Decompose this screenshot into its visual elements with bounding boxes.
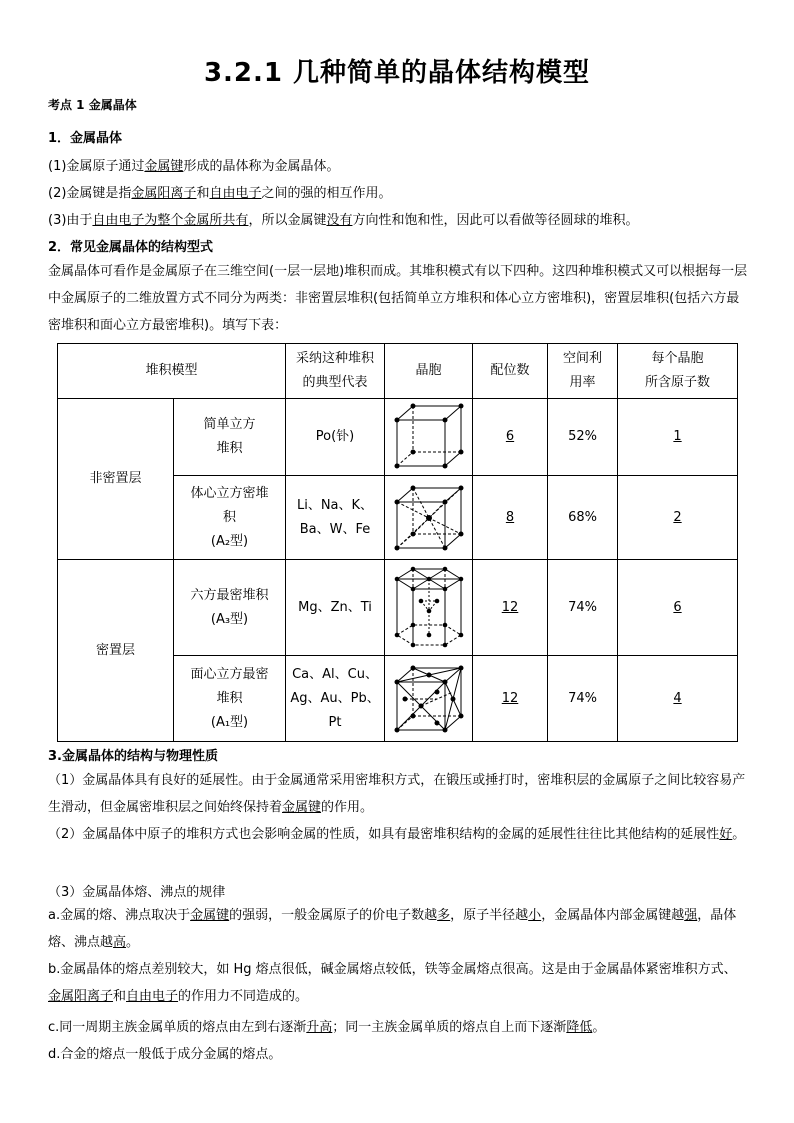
row-space: 74% [548, 560, 618, 656]
row-coord: 12 [473, 560, 548, 656]
unit-cell-simple-cubic [385, 399, 473, 476]
row-atoms: 1 [618, 399, 738, 476]
row-rep: Mg、Zn、Ti [286, 560, 385, 656]
s3-pc: c.同一周期主族金属单质的熔点由左到右逐渐升高；同一主族金属单质的熔点自上而下逐渐降低。 [48, 1020, 606, 1035]
s2-intro: 金属晶体可看作是金属原子在三维空间(一层一层地)堆积而成。其堆积模式有以下四种。这四种堆积模式又可以根据每一层中金属原子的二维放置方式不同分为两类：非密置层堆积(包括简单立方堆积和体心立方密堆积)，密置层堆积(包括六方最密堆积和面心立方最密堆积)。填写下表： [48, 264, 748, 333]
row-rep: Po(钋) [286, 399, 385, 476]
row-atoms: 4 [618, 656, 738, 742]
simple-cubic-diagram [391, 402, 467, 472]
header-rep: 采纳这种堆积 的典型代表 [286, 344, 385, 399]
blank: 金属键 [282, 800, 322, 815]
blank: 好 [719, 827, 733, 842]
blank: 金属阳离子 [48, 989, 114, 1004]
unit-cell-bcc [385, 476, 473, 560]
section-2-heading: 2．常见金属晶体的结构型式 [48, 240, 214, 255]
row-rep: Li、Na、K、 Ba、W、Fe [286, 476, 385, 560]
group-nonclose: 非密置层 [58, 399, 174, 560]
structure-table [57, 343, 738, 742]
blank: 升高 [306, 1020, 333, 1035]
table-row [58, 399, 738, 476]
header-space: 空间利 用率 [548, 344, 618, 399]
kaodian-label: 考点 1 金属晶体 [48, 98, 137, 112]
unit-cell-fcc [385, 656, 473, 742]
section-1-heading: 1．金属晶体 [48, 131, 123, 146]
blank: 金属键 [190, 908, 230, 923]
s3-p3: （3）金属晶体熔、沸点的规律 [48, 885, 226, 900]
section-3-heading: 3.金属晶体的结构与物理性质 [48, 749, 218, 764]
row-rep: Ca、Al、Cu、 Ag、Au、Pb、 Pt [286, 656, 385, 742]
row-space: 68% [548, 476, 618, 560]
table-row [58, 560, 738, 656]
row-atoms: 6 [618, 560, 738, 656]
header-mode: 堆积模型 [58, 344, 286, 399]
row-space: 74% [548, 656, 618, 742]
row-coord: 12 [473, 656, 548, 742]
blank: 自由电子 [209, 186, 262, 201]
blank: 降低 [566, 1020, 593, 1035]
table-header-row [58, 344, 738, 399]
header-coord: 配位数 [473, 344, 548, 399]
bcc-diagram [391, 482, 467, 554]
s3-p1: （1）金属晶体具有良好的延展性。由于金属通常采用密堆积方式，在锻压或捶打时，密堆积层的金属原子之间比较容易产生滑动，但金属密堆积层之间始终保持着金属键的作用。 [48, 773, 746, 815]
s3-pa: a.金属的熔、沸点取决于金属键的强弱，一般金属原子的价电子数越多，原子半径越小，金属晶体内部金属键越强，晶体熔、沸点越高。 [48, 908, 737, 950]
row-name: 体心立方密堆 积 (A₂型) [174, 476, 286, 560]
header-atoms: 每个晶胞 所含原子数 [618, 344, 738, 399]
blank: 多 [437, 908, 451, 923]
blank: 强 [684, 908, 698, 923]
row-atoms: 2 [618, 476, 738, 560]
row-name: 简单立方 堆积 [174, 399, 286, 476]
header-cell: 晶胞 [385, 344, 473, 399]
blank: 高 [113, 935, 127, 950]
fcc-diagram [391, 662, 467, 736]
s3-p2: （2）金属晶体中原子的堆积方式也会影响金属的性质，如具有最密堆积结构的金属的延展性往往比其他结构的延展性好。 [48, 827, 746, 842]
unit-cell-hcp [385, 560, 473, 656]
hcp-diagram [391, 565, 467, 651]
s1-p3: (3)由于自由电子为整个金属所共有，所以金属键没有方向性和饱和性，因此可以看做等径圆球的堆积。 [48, 213, 639, 228]
s1-p2: (2)金属键是指金属阳离子和自由电子之间的强的相互作用。 [48, 186, 392, 201]
row-name: 六方最密堆积 (A₃型) [174, 560, 286, 656]
group-close: 密置层 [58, 560, 174, 742]
blank: 没有 [326, 213, 353, 228]
s3-pb: b.金属晶体的熔点差别较大，如 Hg 熔点很低，碱金属熔点较低，铁等金属熔点很高。这是由于金属晶体紧密堆积方式、金属阳离子和自由电子的作用力不同造成的。 [48, 962, 737, 1004]
page-title: 3.2.1 几种简单的晶体结构模型 [203, 58, 591, 88]
blank: 小 [528, 908, 542, 923]
blank: 自由电子为整个金属所共有 [92, 213, 249, 228]
row-coord: 6 [473, 399, 548, 476]
s3-pd: d.合金的熔点一般低于成分金属的熔点。 [48, 1047, 282, 1062]
row-space: 52% [548, 399, 618, 476]
row-coord: 8 [473, 476, 548, 560]
blank: 自由电子 [126, 989, 179, 1004]
row-name: 面心立方最密 堆积 (A₁型) [174, 656, 286, 742]
blank: 金属键 [144, 159, 184, 174]
s1-p1: (1)金属原子通过金属键形成的晶体称为金属晶体。 [48, 159, 340, 174]
blank: 金属阳离子 [131, 186, 197, 201]
